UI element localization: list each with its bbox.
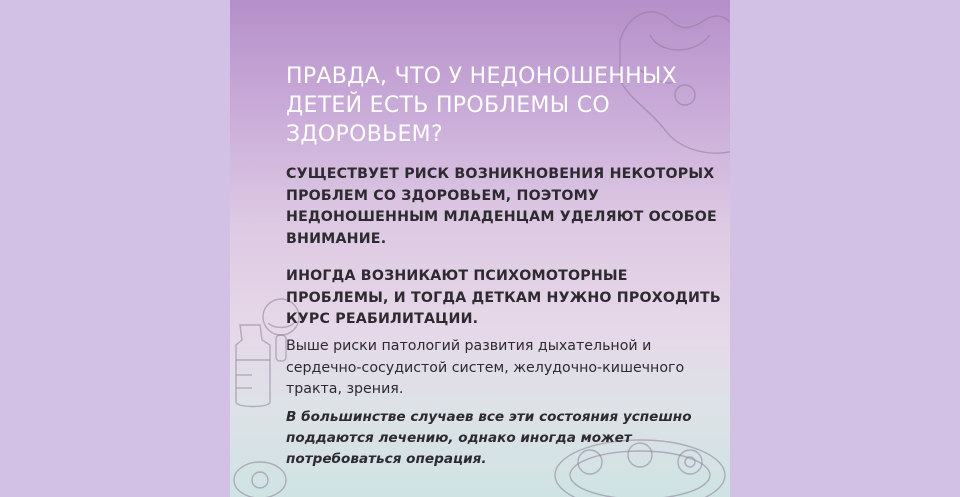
paragraph-treatment: В большинстве случаев все эти состояния успешно поддаются лечению, однако иногда может потребоваться операция. [286, 409, 692, 467]
baby-bottle-icon [230, 320, 280, 410]
paragraph-psychomotor: ИНОГДА ВОЗНИКАЮТ ПСИХОМОТОРНЫЕ ПРОБЛЕМЫ, И ТОГДА ДЕТКАМ НУЖНО ПРОХОДИТЬ КУРС РЕАБИЛИТАЦИИ. [286, 268, 721, 327]
info-card [230, 0, 730, 497]
page-title: ПРАВДА, ЧТО У НЕДОНОШЕННЫХ ДЕТЕЙ ЕСТЬ ПРОБЛЕМЫ СО ЗДОРОВЬЕМ? [286, 64, 678, 147]
paragraph-pathologies: Выше риски патологий развития дыхательной и сердечно-сосудистой систем, желудочно-кишечного тракта, зрения. [286, 338, 685, 397]
paragraph-risk: СУЩЕСТВУЕТ РИСК ВОЗНИКНОВЕНИЯ НЕКОТОРЫХ ПРОБЛЕМ СО ЗДОРОВЬЕМ, ПОЭТОМУ НЕДОНОШЕННЫМ МЛАДЕНЦАМ УДЕЛЯЮТ ОСОБОЕ ВНИМАНИЕ. [286, 166, 717, 247]
